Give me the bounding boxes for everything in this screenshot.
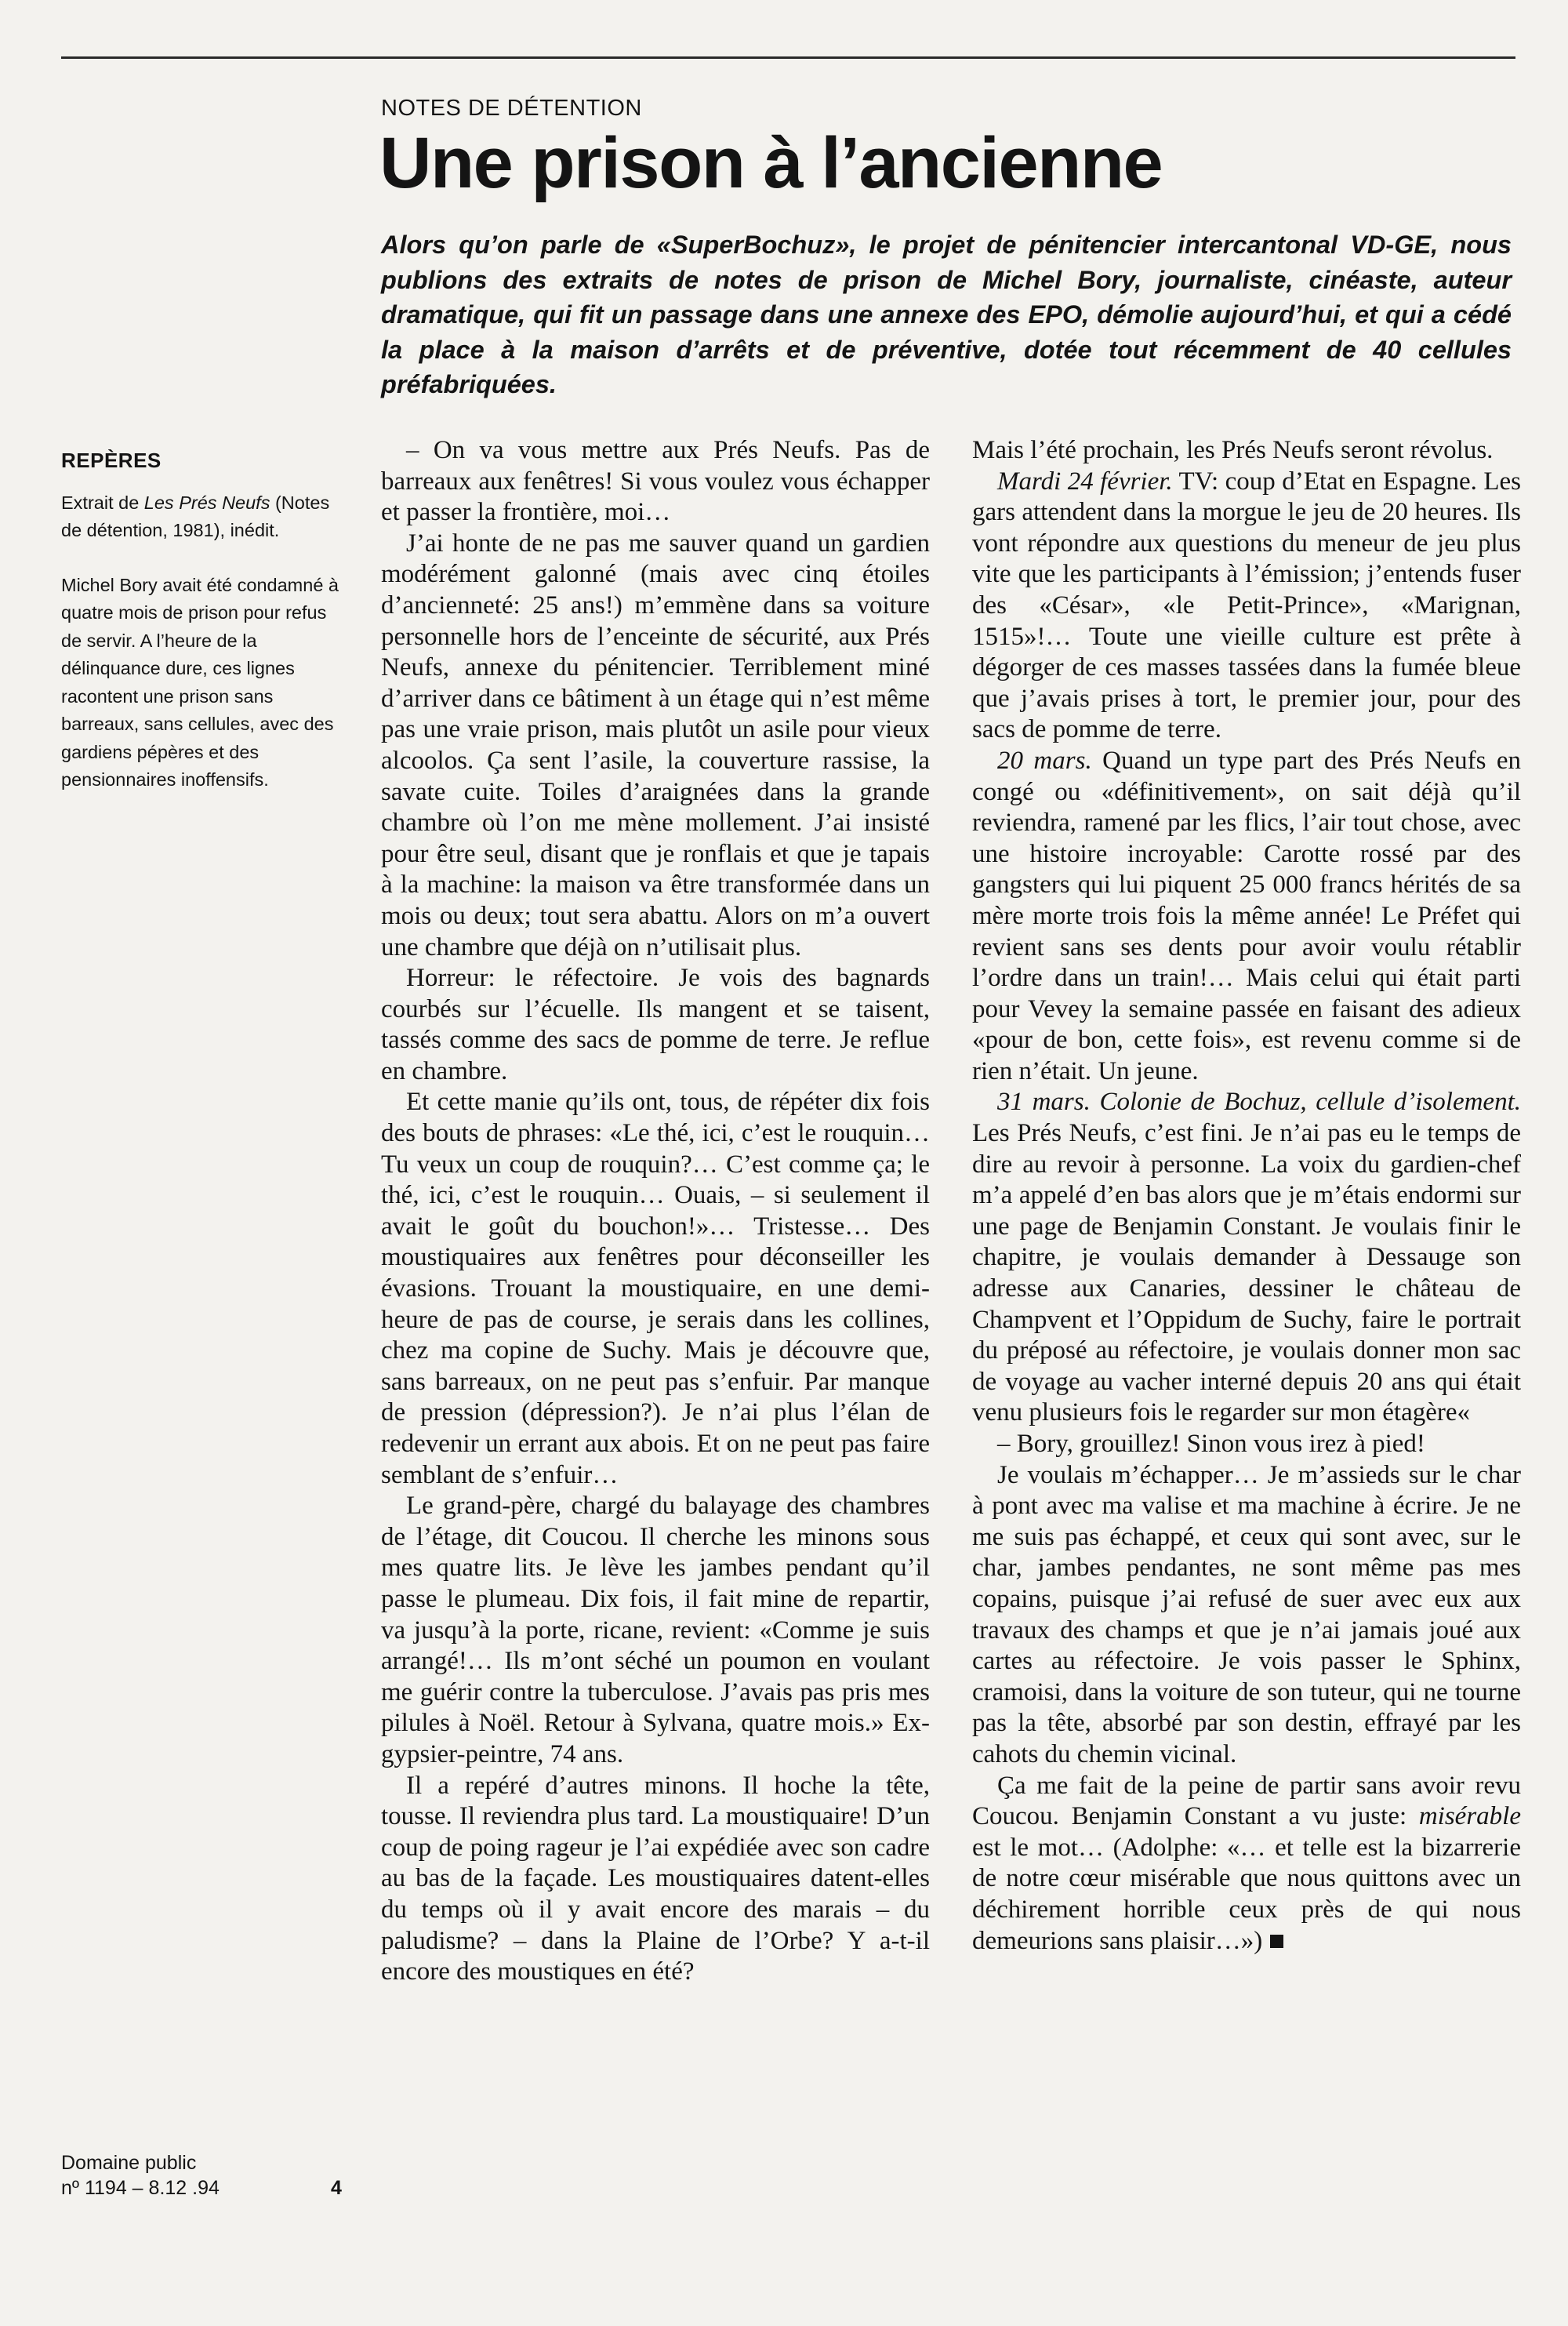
article-column-2 [972,435,1521,1957]
emphasis-word: misérable [1418,1802,1521,1831]
entry-date: Mardi 24 février. [997,467,1173,496]
article-headline: Une prison à l’ancienne [379,123,1163,203]
source-prefix: Extrait de [61,492,144,513]
article-paragraph: Le grand-père, chargé du balayage des chambres de l’étage, dit Coucou. Il cherche les minons sous mes quatre lits. Je lève les jambes pendant qu’il passe le plumeau. Dix fois, il fait mine de repartir, va jusqu’à la porte, ricane, revient: «Comme je suis arrangé!… Ils m’ont séché un poumon en voulant me guérir contre la tuberculose. J’avais pas pris mes pilules à Noël. Retour à Sylvana, quatre mois.» Ex-gypsier-peintre, 74 ans. [381,1492,930,1768]
page-number: 4 [331,2177,342,2199]
article-paragraph: J’ai honte de ne pas me sauver quand un gardien modérément galonné (mais avec cinq étoiles d’ancienneté: 25 ans!) m’emmène dans sa voiture personnelle hors de l’enceinte de sécurité, aux Prés Neufs, annexe du pénitencier. Terriblement miné d’arriver dans ce bâtiment à un étage qui n’est même pas une vraie prison, mais plutôt un asile pour vieux alcoolos. Ça sent l’asile, la couverture rassise, la savate cuite. Toiles d’araignées dans la grande chambre où l’on me mène mollement. J’ai insisté pour être seul, disant que je ronflais et que je tapais à la machine: la maison va être transformée dans un mois ou deux; tout sera abattu. Alors on m’a ouvert une chambre que déjà on n’utilisait plus. [381,529,930,961]
entry-text: Quand un type part des Prés Neufs en congé ou «définitivement», on sait déjà qu’il reviendra, ramené par les flics, l’air tout chose, avec une histoire incroyable: Carotte rossé par des gangsters qui lui piquent 25 000 francs hérités de sa mère morte trois fois la même année! Le Préfet qui revient sans ses dents pour avoir voulu rétablir l’ordre dans un train!… Mais celui qui était parti pour Vevey la semaine passée en faisant des adieux «pour de bon, cette fois», est revenu comme si de rien n’était. Un jeune. [972,746,1521,1085]
end-of-article-mark [1270,1935,1283,1948]
article-paragraph: – On va vous mettre aux Prés Neufs. Pas de barreaux aux fenêtres! Si vous voulez vous échapper et passer la frontière, moi… [381,436,930,527]
article-paragraph: Je voulais m’échapper… Je m’assieds sur le char à pont avec ma valise et ma machine à écrire. Je ne me suis pas échappé, et ceux qui sont avec, sur le char, jambes pendantes, ne sont même pas mes copains, puisque j’ai refusé de suer avec eux aux travaux des champs et que je n’ai jamais joué aux cartes au réfectoire. Je vois passer le Sphinx, cramoisi, dans la voiture de son tuteur, qui ne tourne pas la tête, absorbé par son destin, effrayé par les cahots du chemin vicinal. [972,1460,1521,1768]
publication-name: Domaine public [61,2152,197,2174]
entry-text: TV: coup d’Etat en Espagne. Les gars attendent dans la morgue le jeu de 20 heures. Ils vont répondre aux questions du meneur de jeu plus vite que les participants à l’émission; j’entends fuser des «César», «le Petit-Prince», «Marignan, 1515»!… Toute une vieille culture est prête à dégorger de ces masses tassées dans la fumée bleue que j’avais prises à tort, le premier jour, pour des sacs de pomme de terre. [972,467,1521,744]
entry-text: Les Prés Neufs, c’est fini. Je n’ai pas eu le temps de dire au revoir à personne. La voix du gardien-chef m’a appelé d’en bas alors que je m’étais endormi sur une page de Benjamin Constant. Je voulais finir le chapitre, je voulais demander à Dessauge son adresse aux Canaries, dessiner le château de Champvent et l’Oppidum de Suchy, faire le portrait du préposé au réfectoire, je voulais donner mon sac de voyage au vacher interné depuis 20 ans qui était venu plusieurs fois le regarder sur mon étagère« [972,1119,1521,1427]
article-paragraph [972,467,1521,746]
entry-date: 31 mars. Colonie de Bochuz, cellule d’isolement. [997,1088,1521,1117]
source-title: Les Prés Neufs [143,492,270,513]
article-paragraph: Il a repéré d’autres minons. Il hoche la tête, tousse. Il reviendra plus tard. La moustiquaire! D’un coup de poing rageur je l’ai expédiée avec son cadre au bas de la façade. Les moustiquaires datent-elles du temps où il y avait encore des marais – du paludisme? – dans la Plaine de l’Orbe? Y a-t-il encore des moustiques en été? [381,1771,930,1986]
article-paragraph: Horreur: le réfectoire. Je vois des bagnards courbés sur l’écuelle. Ils mangent et se taisent, tassés comme des sacs de pomme de terre. Je reflue en chambre. [381,964,930,1085]
issue-info: nº 1194 – 8.12 .94 [61,2177,220,2199]
article-paragraph: Mais l’été prochain, les Prés Neufs seront révolus. [972,436,1494,464]
top-rule [61,56,1515,59]
page-footer [61,2150,359,2201]
source-suffix: (Notes de détention, 1981), inédit. [61,492,330,540]
section-kicker: NOTES DE DÉTENTION [381,96,642,121]
article-paragraph [972,1771,1521,1957]
sidebar-source [61,489,343,545]
article-paragraph: Et cette manie qu’ils ont, tous, de répéter dix fois des bouts de phrases: «Le thé, ici, c’est le rouquin… Tu veux un coup de rouquin?… C’est comme ça; le thé, ici, c’est le rouquin… Ouais, – si seulement il avait le goût du bouchon!»… Tristesse… Des moustiquaires aux fenêtres pour déconseiller les évasions. Trouant la moustiquaire, en une demi-heure de pas de course, je serais dans les collines, chez ma copine de Suchy. Mais je découvre que, sans barreaux, on ne peut pas s’enfuir. Par manque de pression (dépression?). Je n’ai plus l’élan de redevenir un errant aux abois. Et on ne peut pas faire semblant de s’enfuir… [381,1088,930,1489]
article-paragraph [972,746,1521,1088]
article-paragraph [972,1087,1521,1429]
entry-date: 20 mars. [997,746,1092,775]
entry-text: Ça me fait de la peine de partir sans avoir revu Coucou. Benjamin Constant a vu juste: [972,1771,1521,1831]
article-paragraph: – Bory, grouillez! Sinon vous irez à pied! [997,1430,1425,1458]
article-lead: Alors qu’on parle de «SuperBochuz», le projet de pénitencier intercantonal VD-GE, nous publions des extraits de notes de prison de Michel Bory, journaliste, cinéaste, auteur dramatique, qui fit un passage dans une annexe des EPO, démolie aujourd’hui, et qui a cédé la place à la maison d’arrêts et de préventive, dotée tout récemment de 40 cellules préfabriquées. [381,231,1512,398]
entry-text: est le mot… (Adolphe: «… et telle est la bizarrerie de notre cœur misérable que nous quittons avec un déchirement horrible ceux près de qui nous demeurions sans plaisir…») [972,1833,1521,1955]
sidebar-heading: REPÈRES [61,449,162,472]
article-column-1 [381,435,930,1988]
reperes-sidebar [61,447,343,821]
sidebar-note: Michel Bory avait été condamné à quatre mois de prison pour refus de servir. A l’heure de la délinquance dure, ces lignes racontent une prison sans barreaux, sans cellules, avec des gardiens pépères et des pensionnaires inoffensifs. [61,574,339,790]
